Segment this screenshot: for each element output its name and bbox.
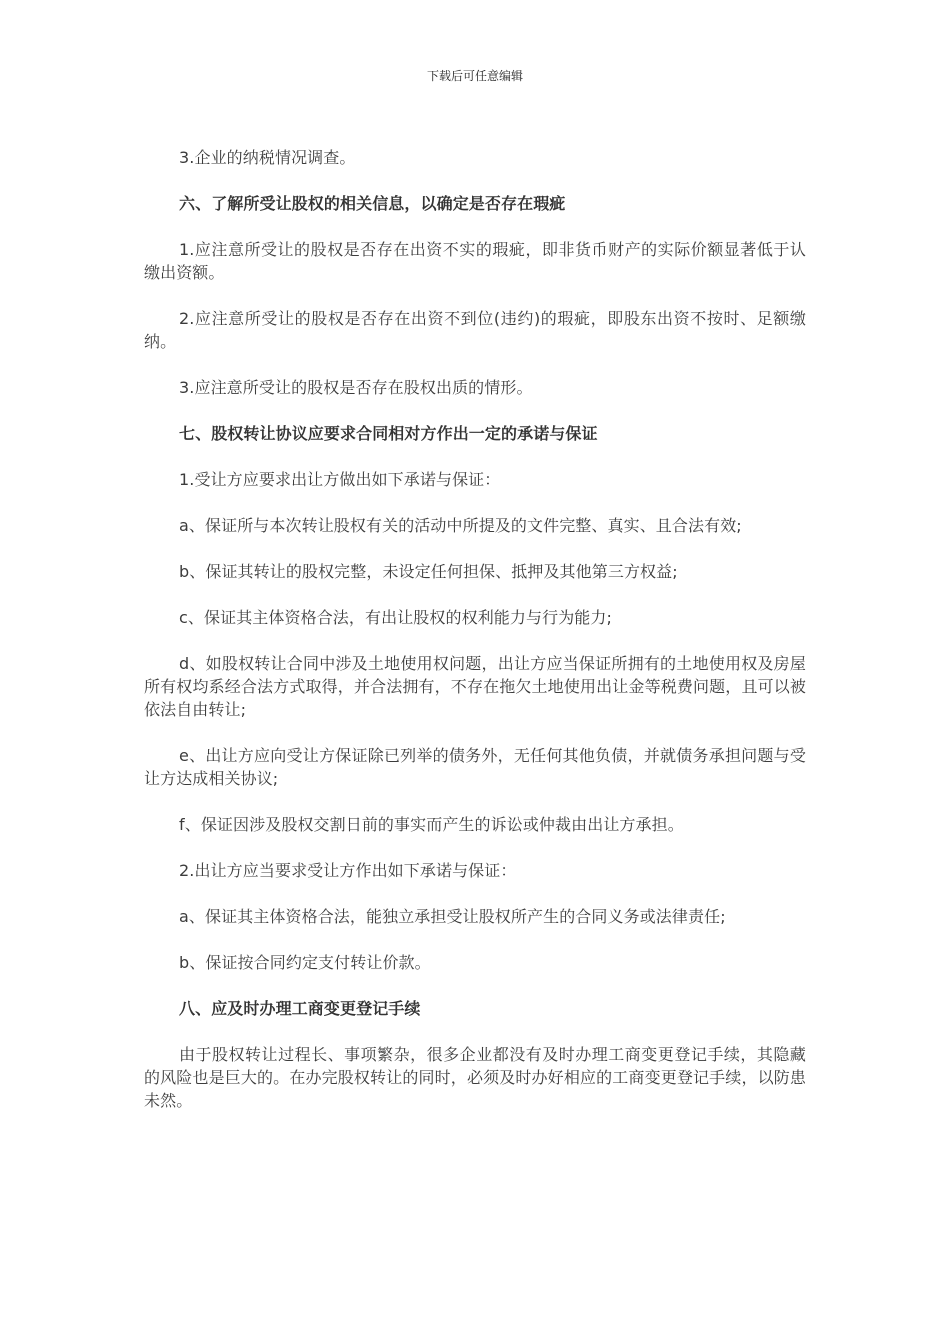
list-item-e: e、出让方应向受让方保证除已列举的债务外，无任何其他负债，并就债务承担问题与受让方达成相关协议; xyxy=(144,746,806,788)
paragraph-registration-risk: 由于股权转让过程长、事项繁杂，很多企业都没有及时办理工商变更登记手续，其隐藏的风险也是巨大的。在办完股权转让的同时，必须及时办好相应的工商变更登记手续，以防患未然。 xyxy=(144,1045,806,1110)
section-heading-6: 六、了解所受让股权的相关信息，以确定是否存在瑕疵 xyxy=(179,194,566,213)
paragraph-transferor-requirements: 2.出让方应当要求受让方作出如下承诺与保证： xyxy=(179,861,517,880)
section-heading-8: 八、应及时办理工商变更登记手续 xyxy=(179,999,421,1018)
list-item-f: f、保证因涉及股权交割日前的事实而产生的诉讼或仲裁由出让方承担。 xyxy=(179,815,684,834)
document-body xyxy=(144,146,806,1135)
paragraph-transferee-requirements: 1.受让方应要求出让方做出如下承诺与保证： xyxy=(179,470,501,489)
list-item-b: b、保证其转让的股权完整，未设定任何担保、抵押及其他第三方权益; xyxy=(179,562,678,581)
list-item-b-2: b、保证按合同约定支付转让价款。 xyxy=(179,953,431,972)
list-item-a: a、保证所与本次转让股权有关的活动中所提及的文件完整、真实、且合法有效; xyxy=(179,516,742,535)
list-item-a-2: a、保证其主体资格合法，能独立承担受让股权所产生的合同义务或法律责任; xyxy=(179,907,726,926)
section-heading-7: 七、股权转让协议应要求合同相对方作出一定的承诺与保证 xyxy=(179,424,598,443)
paragraph-capital-default: 2.应注意所受让的股权是否存在出资不到位(违约)的瑕疵，即股东出资不按时、足额缴纳。 xyxy=(144,309,806,351)
paragraph-capital-deficiency: 1.应注意所受让的股权是否存在出资不实的瑕疵，即非货币财产的实际价额显著低于认缴出资额。 xyxy=(144,240,806,282)
paragraph-equity-pledge: 3.应注意所受让的股权是否存在股权出质的情形。 xyxy=(179,378,533,397)
page-header: 下载后可任意编辑 xyxy=(426,69,523,83)
paragraph-tax-investigation: 3.企业的纳税情况调查。 xyxy=(179,148,356,167)
list-item-d: d、如股权转让合同中涉及土地使用权问题，出让方应当保证所拥有的土地使用权及房屋所有权均系经合法方式取得，并合法拥有，不存在拖欠土地使用出让金等税费问题，且可以被依法自由转让; xyxy=(144,654,806,719)
list-item-c: c、保证其主体资格合法，有出让股权的权利能力与行为能力; xyxy=(179,608,612,627)
